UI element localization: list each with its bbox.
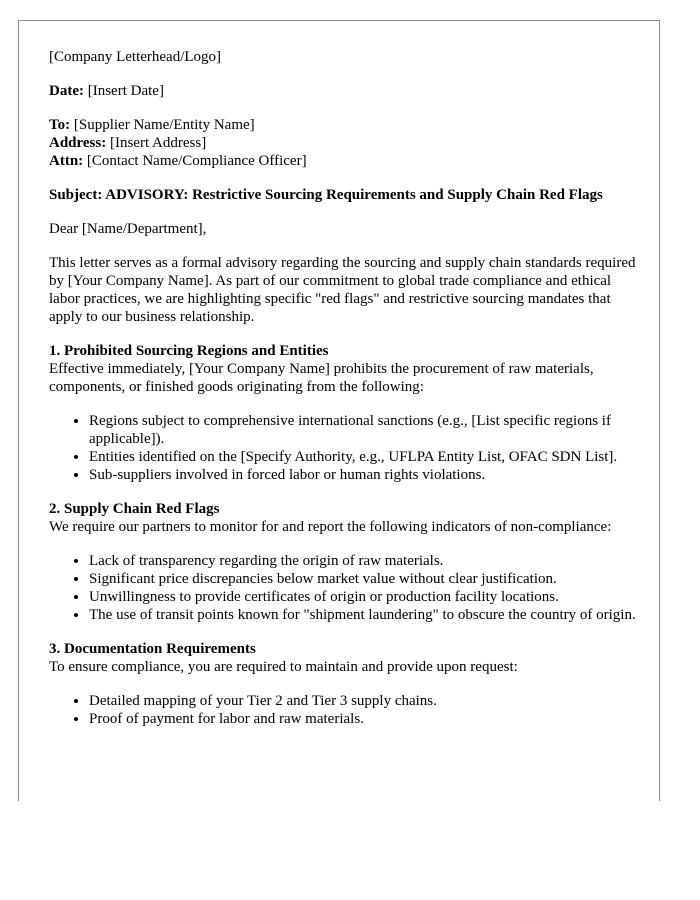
section-text: We require our partners to monitor for and report the following indicators of non-compliance: [49,519,612,535]
letter-page [18,20,660,801]
attn-label: Attn: [49,153,84,169]
list-item: • Sub-suppliers involved in forced labor or human rights violations. [89,466,639,484]
list-item: • Lack of transparency regarding the origin of raw materials. [89,552,639,570]
list-item: • Entities identified on the [Specify Authority, e.g., UFLPA Entity List, OFAC SDN List]. [89,448,639,466]
date-line [49,82,639,100]
bullet-list [49,692,639,728]
section-heading: 2. Supply Chain Red Flags [49,501,220,517]
bullet-list [49,552,639,624]
section-text: To ensure compliance, you are required to maintain and provide upon request: [49,659,518,675]
to-label: To: [49,117,71,133]
section-prohibited-sourcing [49,342,639,484]
list-item: • Detailed mapping of your Tier 2 and Tier 3 supply chains. [89,692,639,710]
address-label: Address: [49,135,107,151]
date-value: [Insert Date] [87,83,164,99]
letter-body [49,48,639,744]
address-value: [Insert Address] [109,135,207,151]
list-item: • Proof of payment for labor and raw materials. [89,710,639,728]
subject-line: Subject: ADVISORY: Restrictive Sourcing Requirements and Supply Chain Red Flags [49,187,603,203]
salutation: Dear [Name/Department], [49,221,207,237]
section-documentation [49,640,639,728]
section-text: Effective immediately, [Your Company Name] prohibits the procurement of raw materials, components, or finished goods originating from the following: [49,361,594,395]
date-label: Date: [49,83,84,99]
list-item: • Significant price discrepancies below market value without clear justification. [89,570,639,588]
list-item: • Unwillingness to provide certificates of origin or production facility locations. [89,588,639,606]
to-value: [Supplier Name/Entity Name] [73,117,255,133]
intro-paragraph: This letter serves as a formal advisory regarding the sourcing and supply chain standards required by [Your Company Name]. As part of our commitment to global trade compliance and ethical labor practices, we are highlighting specific "red flags" and restrictive sourcing mandates that apply to our business relationship. [49,255,636,325]
section-heading: 1. Prohibited Sourcing Regions and Entities [49,343,329,359]
list-item: • The use of transit points known for "shipment laundering" to obscure the country of origin. [89,606,639,624]
attn-value: [Contact Name/Compliance Officer] [86,153,307,169]
bullet-list [49,412,639,484]
section-heading: 3. Documentation Requirements [49,641,256,657]
list-item: • Regions subject to comprehensive international sanctions (e.g., [List specific regions if applicable]). [89,412,639,448]
letterhead: [Company Letterhead/Logo] [49,49,222,65]
section-red-flags [49,500,639,624]
recipient-block [49,116,639,170]
